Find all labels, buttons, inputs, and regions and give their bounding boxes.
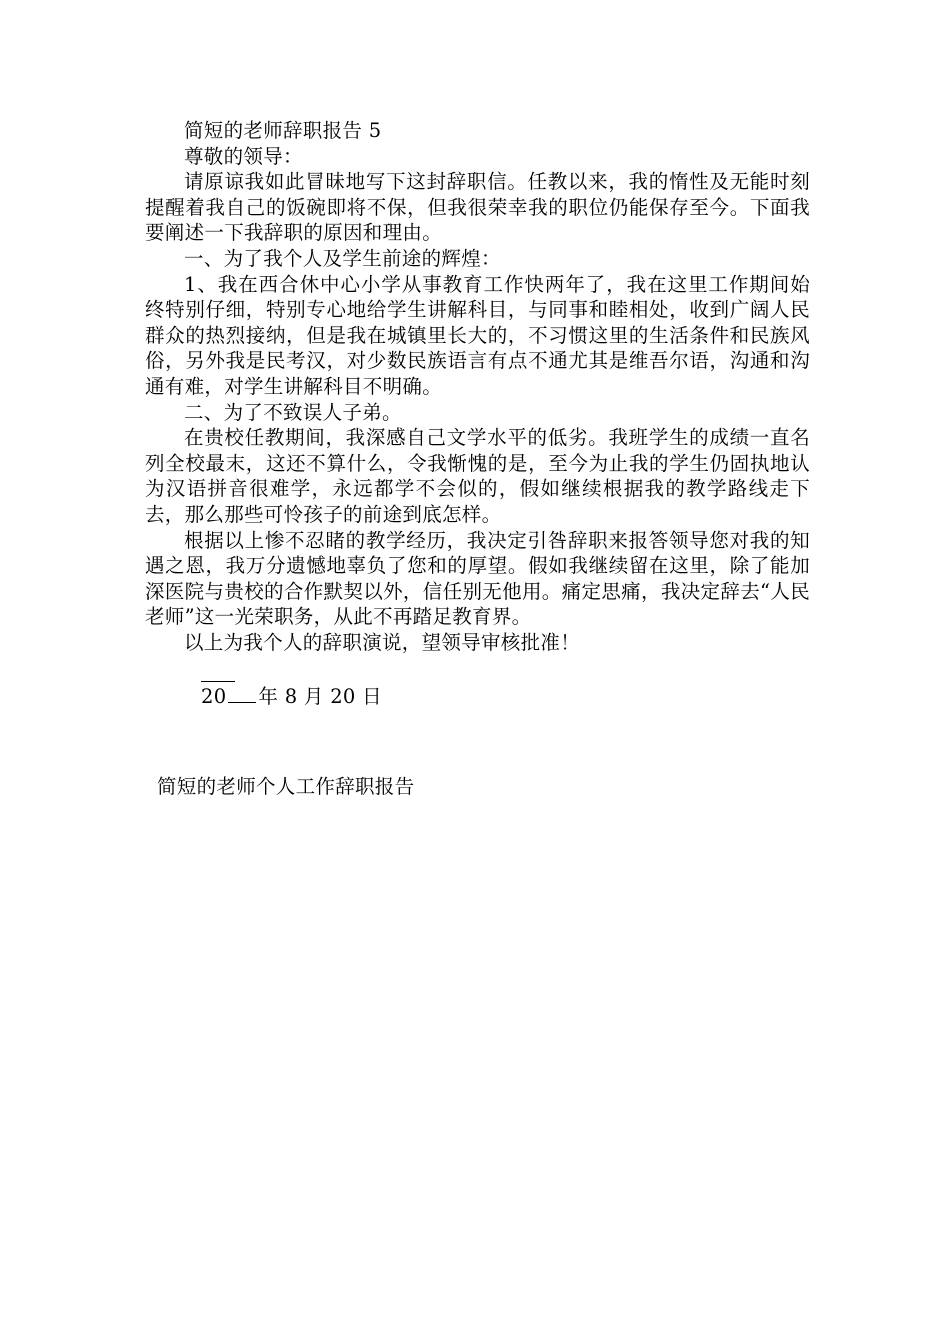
- heading-reason-one: 一、为了我个人及学生前途的辉煌：: [184, 246, 501, 270]
- salutation: 尊敬的领导：: [184, 144, 303, 168]
- paragraph-apology: 请原谅我如此冒昧地写下这封辞职信。任教以来，我的惰性及无能时刻提醒着我自己的饭碗即将不保，但我很荣幸我的职位仍能保存至今。下面我要阐述一下我辞职的原因和理由。: [145, 170, 810, 245]
- date-year-prefix: 20: [201, 685, 227, 709]
- paragraph-reason-two-detail: 在贵校任教期间，我深感自己文学水平的低劣。我班学生的成绩一直名列全校最末，这还不算什么，令我惭愧的是，至今为止我的学生仍固执地认为汉语拼音很难学，永远都学不会似的，假如继续根据我的教学路线走下去，那么那些可怜孩子的前途到底怎样。: [145, 426, 810, 526]
- next-section-title: 简短的老师个人工作辞职报告: [157, 775, 415, 798]
- paragraph-closing: 以上为我个人的辞职演说，望领导审核批准！: [184, 630, 581, 654]
- date-year-blank: [228, 684, 256, 703]
- document-body: [145, 118, 810, 710]
- heading-reason-two: 二、为了不致误人子弟。: [184, 400, 402, 424]
- date-line: [201, 684, 810, 710]
- date-rest: 年 8 月 20 日: [258, 685, 382, 709]
- signature-blank-line: [201, 663, 235, 682]
- paragraph-decision: 根据以上惨不忍睹的教学经历，我决定引咎辞职来报答领导您对我的知遇之恩，我万分遗憾地辜负了您和的厚望。假如我继续留在这里，除了能加深医院与贵校的合作默契以外，信任别无他用。痛定思痛，我决定辞去“人民老师”这一光荣职务，从此不再踏足教育界。: [145, 528, 810, 629]
- document-title: 简短的老师辞职报告 5: [184, 119, 382, 142]
- paragraph-reason-one-detail: 1、我在西合休中心小学从事教育工作快两年了，我在这里工作期间始终特别仔细，特别专心地给学生讲解科目，与同事和睦相处，收到广阔人民群众的热烈接纳，但是我在城镇里长大的，不习惯这里的生活条件和民族风俗，另外我是民考汉，对少数民族语言有点不通尤其是维吾尔语，沟通和沟通有难，对学生讲解科目不明确。: [145, 272, 810, 398]
